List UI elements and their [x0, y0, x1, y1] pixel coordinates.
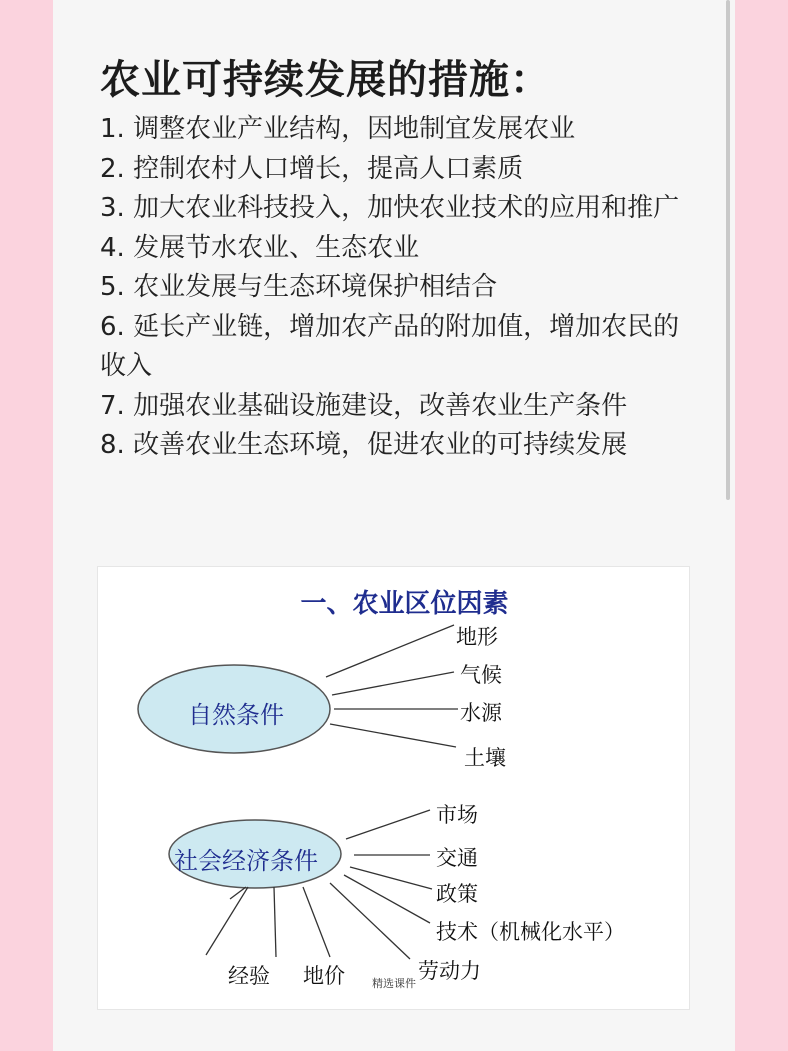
list-item: 5. 农业发展与生态环境保护相结合	[100, 272, 498, 302]
list-item: 1. 调整农业产业结构，因地制宜发展农业	[100, 114, 576, 144]
factor-label: 政策	[436, 882, 478, 906]
list-item: 2. 控制农村人口增长，提高人口素质	[100, 153, 524, 184]
scrollbar[interactable]	[726, 0, 730, 500]
branch-line	[303, 887, 330, 957]
natural-conditions-label: 自然条件	[188, 701, 284, 729]
factor-label: 交通	[436, 846, 478, 870]
factor-label: 地形	[456, 625, 498, 649]
measures-list	[100, 110, 700, 466]
factor-label: 地价	[303, 964, 345, 988]
branch-line	[330, 724, 456, 747]
diagram-title: 一、农业区位因素	[300, 589, 509, 619]
list-item: 3. 加大农业科技投入，加快农业技术的应用和推广	[100, 193, 680, 223]
branch-line	[274, 887, 276, 957]
list-item: 8. 改善农业生态环境，促进农业的可持续发展	[100, 430, 628, 460]
page-title: 农业可持续发展的措施：	[100, 57, 551, 103]
branch-line	[344, 875, 430, 923]
factor-label: 市场	[436, 803, 478, 827]
factor-label: 土壤	[464, 746, 506, 770]
list-item: 7. 加强农业基础设施建设，改善农业生产条件	[100, 390, 628, 421]
branch-line	[332, 672, 454, 695]
factor-label: 技术（机械化水平）	[436, 920, 625, 944]
location-factors-diagram	[97, 566, 690, 1010]
factor-label: 气候	[460, 663, 502, 687]
branch-line	[330, 883, 410, 959]
factor-label: 劳动力	[418, 959, 481, 983]
branch-line	[346, 810, 430, 839]
branch-line	[206, 887, 248, 955]
factor-label: 水源	[460, 701, 502, 725]
socioeconomic-conditions-label: 社会经济条件	[174, 847, 318, 875]
factor-label: 经验	[228, 964, 270, 988]
list-item: 4. 发展节水农业、生态农业	[100, 232, 420, 263]
branch-line	[326, 625, 454, 677]
list-item: 6. 延长产业链，增加农产品的附加值，增加农民的收入	[100, 311, 680, 381]
image-caption: 精选课件	[372, 977, 416, 990]
branch-line	[198, 885, 208, 897]
